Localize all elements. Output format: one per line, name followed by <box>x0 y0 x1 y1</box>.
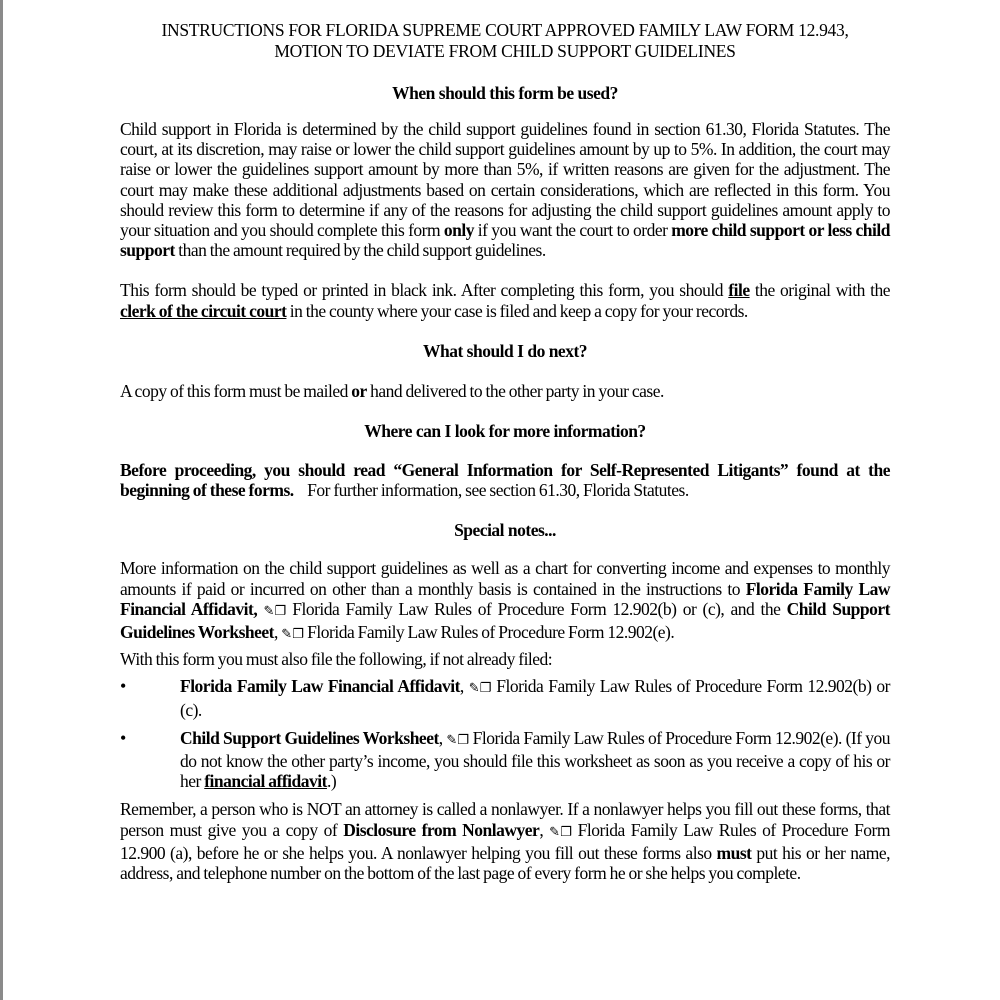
bullet-icon: • <box>120 727 127 748</box>
pencil-box-icon: ✎❐ <box>281 627 304 643</box>
heading-special-notes: Special notes... <box>454 520 556 541</box>
document-page <box>120 20 890 883</box>
pencil-box-icon: ✎❐ <box>549 824 572 840</box>
list-item <box>120 676 890 719</box>
title-line-1: INSTRUCTIONS FOR FLORIDA SUPREME COURT APPROVED FAMILY LAW FORM 12.943, <box>161 20 849 40</box>
paragraph-when-used: Child support in Florida is determined by the child support guidelines found in section 61.30, Florida Statutes. The court, at its discretion, may raise or lower the child support guidelines amount by up to 5%. In addition, the court may raise or lower the guidelines support amount by more than 5%, if written reasons are given for the adjustment. The court may make these additional adjustments based on certain considerations, which are reflected in this form. You should review this form to determine if any of the reasons for adjusting the child support guidelines amount apply to your situation and you should complete this form only if you want the court to order more child support or less child support than the amount required by the child support guidelines. <box>120 119 891 261</box>
document-title <box>120 20 890 62</box>
pencil-box-icon: ✎❐ <box>263 603 287 619</box>
list-item <box>120 728 890 792</box>
financial-affidavit-link[interactable]: financial affidavit <box>204 771 327 792</box>
pencil-box-icon: ✎❐ <box>446 732 469 748</box>
list-item-text: Florida Family Law Financial Affidavit, ✎❐ Florida Family Law Rules of Procedure Form 12.902(b) or (c). <box>180 676 890 720</box>
file-list <box>120 676 890 791</box>
title-line-2: MOTION TO DEVIATE FROM CHILD SUPPORT GUIDELINES <box>274 41 736 61</box>
page-left-edge <box>0 0 3 1000</box>
clerk-link[interactable]: clerk of the circuit court <box>120 300 287 321</box>
pencil-box-icon: ✎❐ <box>468 681 492 697</box>
paragraph-what-next: A copy of this form must be mailed or hand delivered to the other party in your case. <box>120 380 664 401</box>
paragraph-nonlawyer: Remember, a person who is NOT an attorney is called a nonlawyer. If a nonlawyer helps you fill out these forms, that person must give you a copy of Disclosure from Nonlawyer, ✎❐ Florida Family Law Rules of Procedure Form 12.900 (a), before he or she helps you. A nonlawyer helping you fill out these forms also must put his or her name, address, and telephone number on the bottom of the last page of every form he or she helps you complete. <box>120 799 890 884</box>
file-link[interactable]: file <box>728 280 750 301</box>
heading-what-next: What should I do next? <box>422 340 588 361</box>
paragraph-filing: This form should be typed or printed in black ink. After completing this form, you should file the original with the clerk of the circuit court in the county where your case is filed and keep a copy for your records. <box>120 280 890 321</box>
paragraph-guidelines-info: More information on the child support guidelines as well as a chart for converting income and expenses to monthly amounts if paid or incurred on other than a monthly basis is contained in the instructions to Florida Family Law Financial Affidavit, ✎❐ Florida Family Law Rules of Procedure Form 12.902(b) or (c), and the Child Support Guidelines Worksheet, ✎❐ Florida Family Law Rules of Procedure Form 12.902(e). <box>120 558 891 643</box>
list-item-text: Child Support Guidelines Worksheet, ✎❐ Florida Family Law Rules of Procedure Form 12.902(e). (If you do not know the other party’s income, you should file this worksheet as soon as you receive a copy of his or her financial affidavit.) <box>180 727 891 792</box>
paragraph-also-file: With this form you must also file the following, if not already filed: <box>120 649 553 670</box>
heading-more-info: Where can I look for more information? <box>364 421 646 442</box>
paragraph-more-info: Before proceeding, you should read “General Information for Self-Represented Litigants” found at the beginning of these forms. For further information, see section 61.30, Florida Statutes. <box>120 460 890 501</box>
bullet-icon: • <box>120 676 127 697</box>
heading-when-used: When should this form be used? <box>392 83 618 103</box>
